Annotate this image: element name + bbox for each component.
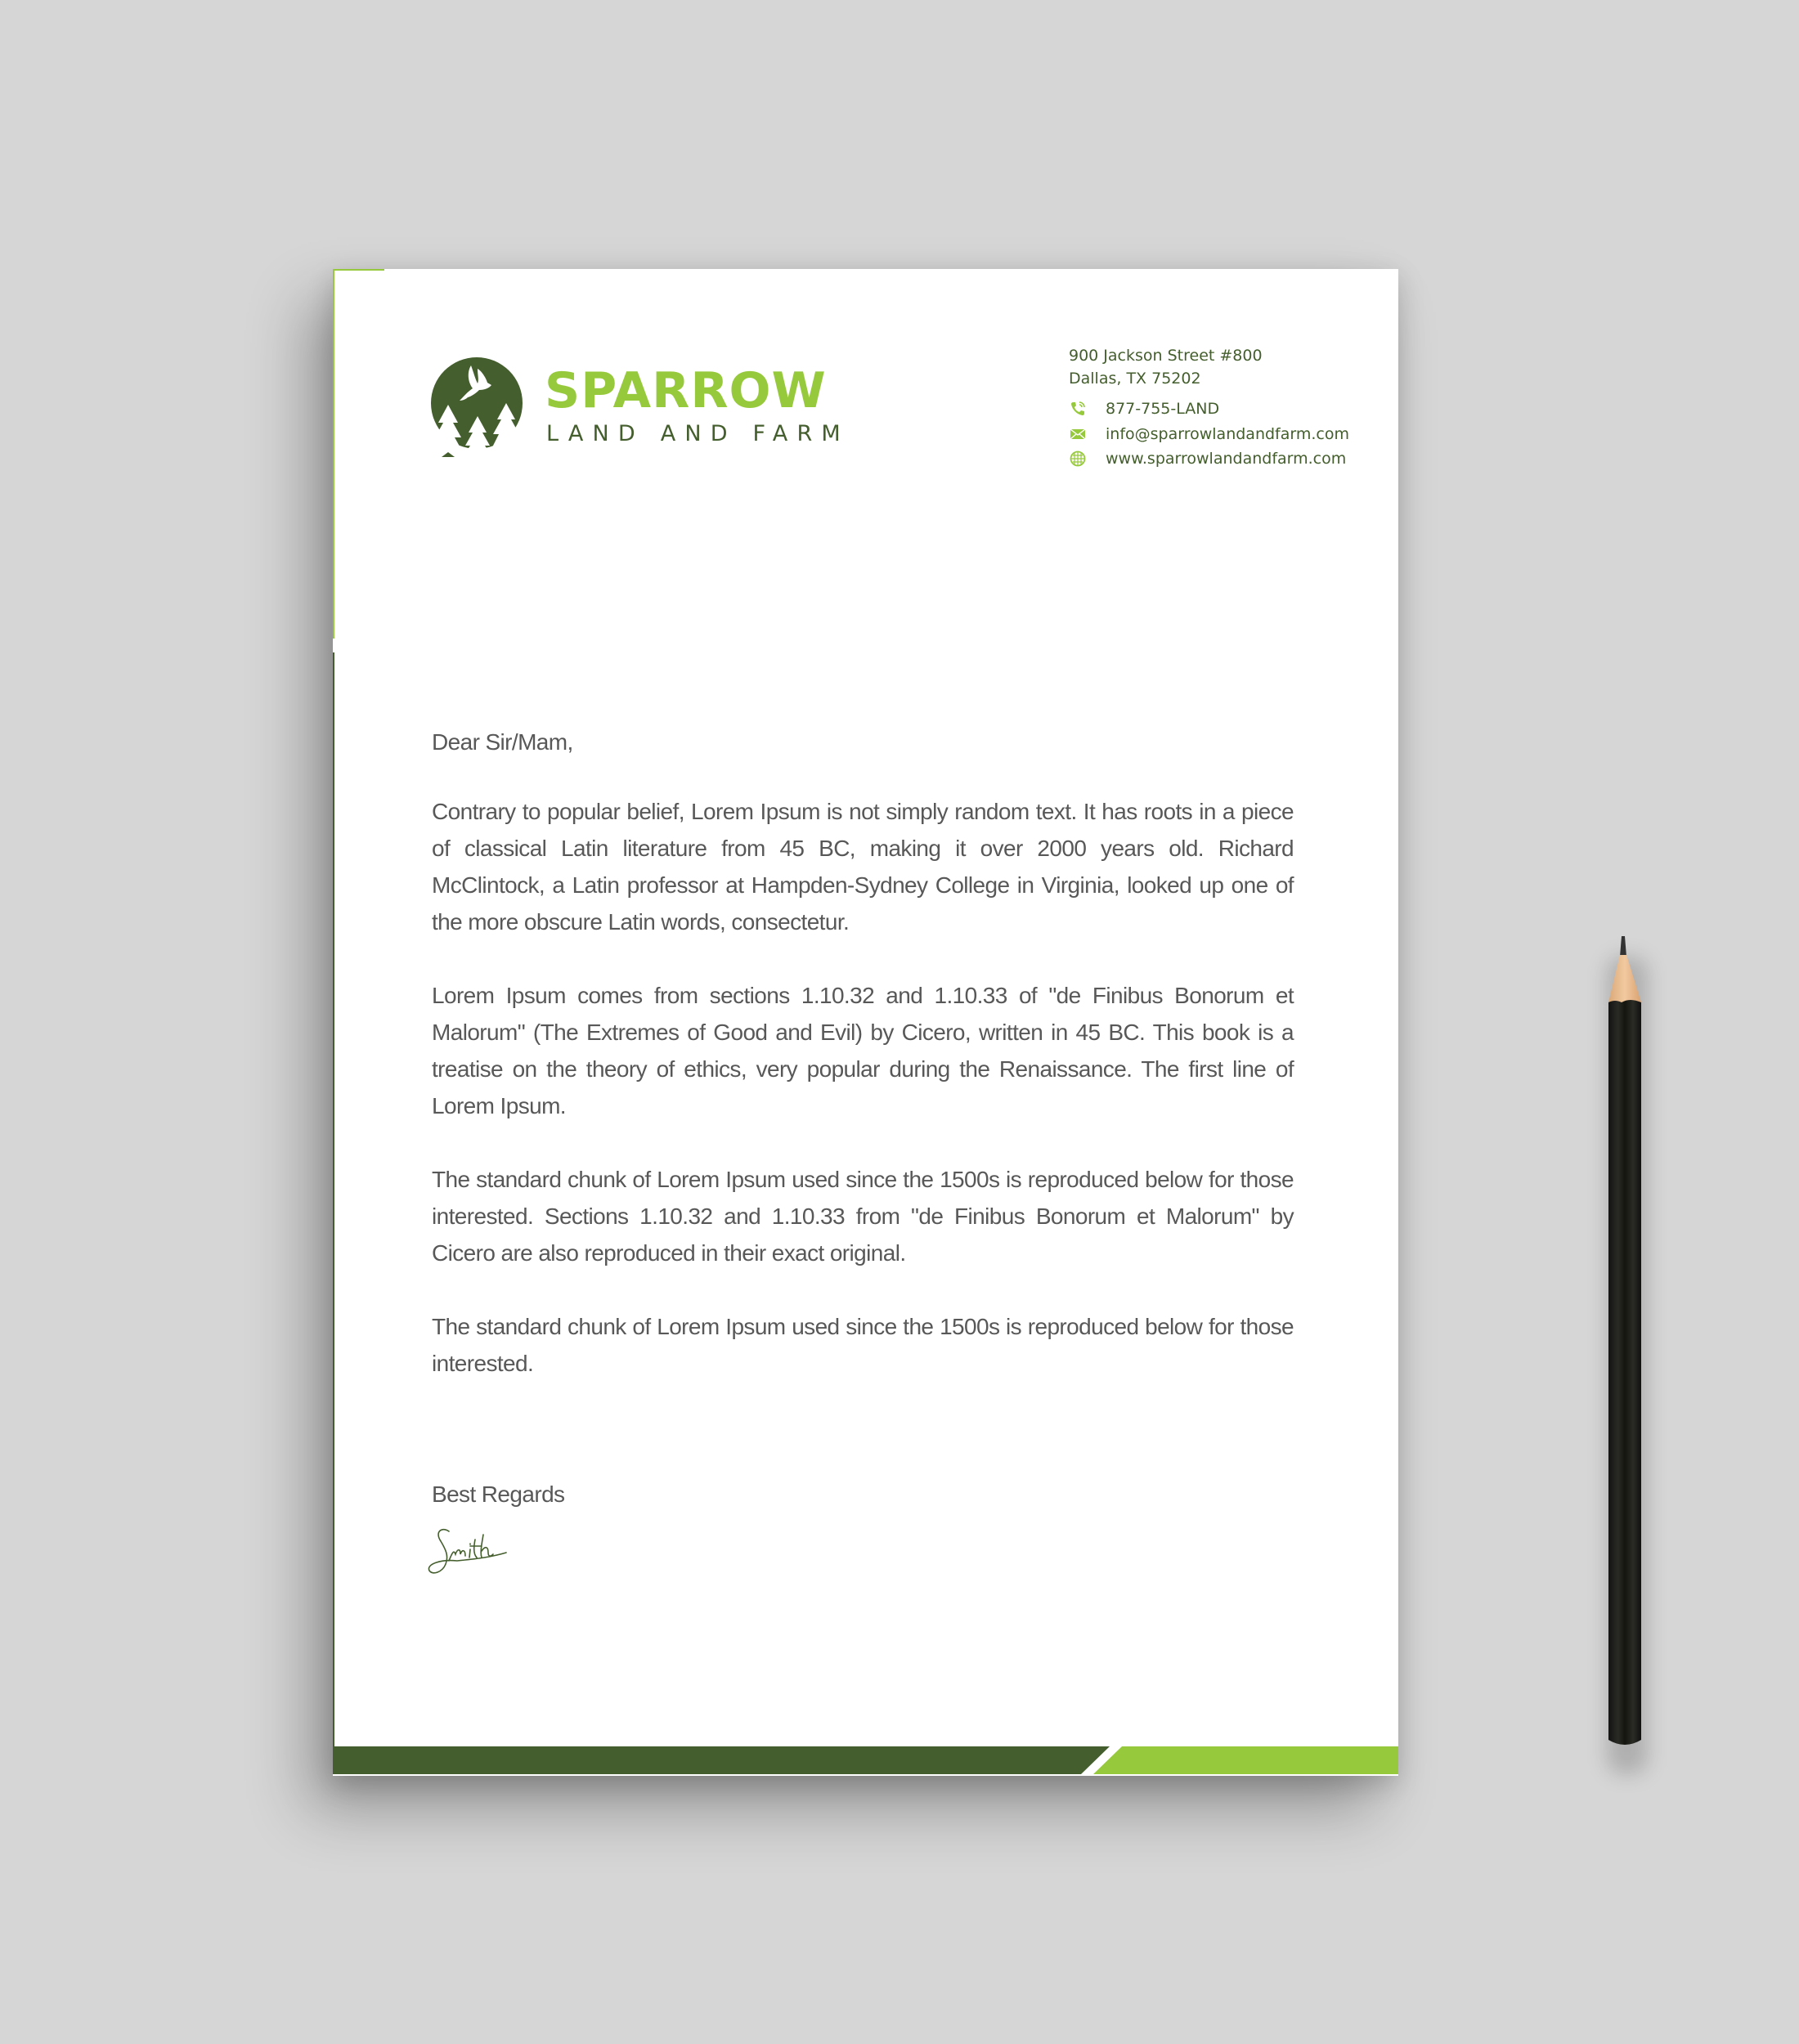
footer-color-band	[333, 1746, 1398, 1774]
greeting: Dear Sir/Mam,	[432, 729, 573, 755]
paragraph-2: Lorem Ipsum comes from sections 1.10.32 and 1.10.33 of "de Finibus Bonorum et Malorum" (The Extremes of Good and Evil) by Cicero, written in 45 BC. This book is a treatise on the theory of ethics, very popular during the Renaissance. The first line of Lorem Ipsum.	[432, 983, 1294, 1118]
phone-icon	[1069, 400, 1087, 418]
phone-number: 877-755-LAND	[1106, 400, 1220, 419]
contact-email	[1069, 422, 1349, 447]
closing: Best Regards	[432, 1481, 565, 1507]
email-link[interactable]: info@sparrowlandandfarm.com	[1106, 424, 1349, 443]
address-line-1: 900 Jackson Street #800	[1069, 347, 1263, 365]
left-accent-line-light	[333, 269, 334, 639]
top-accent-line	[333, 269, 384, 271]
paragraph-3: The standard chunk of Lorem Ipsum used since the 1500s is reproduced below for those interested. Sections 1.10.32 and 1.10.33 from "de Finibus Bonorum et Malorum" by Cicero are also reproduced in their exact original.	[432, 1167, 1294, 1266]
globe-icon	[1069, 450, 1087, 468]
signature-smith	[424, 1520, 523, 1585]
bird-over-pine-trees-circle-icon	[430, 356, 527, 457]
address-line-2: Dallas, TX 75202	[1069, 370, 1201, 388]
contact-phone	[1069, 397, 1349, 422]
paragraph-1: Contrary to popular belief, Lorem Ipsum is not simply random text. It has roots in a piece of classical Latin literature from 45 BC, making it over 2000 years old. Richard McClintock, a Latin professor at Hampden-Sydney College in Virginia, looked up one of the more obscure Latin words, consectetur.	[432, 799, 1294, 935]
contact-website	[1069, 446, 1349, 472]
contact-block	[1069, 344, 1349, 472]
email-icon	[1069, 425, 1087, 443]
website-link[interactable]: www.sparrowlandandfarm.com	[1106, 450, 1347, 468]
brand-tagline: LAND AND FARM	[546, 421, 850, 446]
left-accent-line-dark	[333, 652, 334, 1748]
pencil-icon	[1599, 932, 1648, 1758]
letterhead-paper	[333, 269, 1398, 1776]
paragraph-4: The standard chunk of Lorem Ipsum used since the 1500s is reproduced below for those interested.	[432, 1314, 1294, 1376]
letter-body	[432, 724, 1294, 1419]
brand-name: SPARROW	[545, 362, 827, 419]
